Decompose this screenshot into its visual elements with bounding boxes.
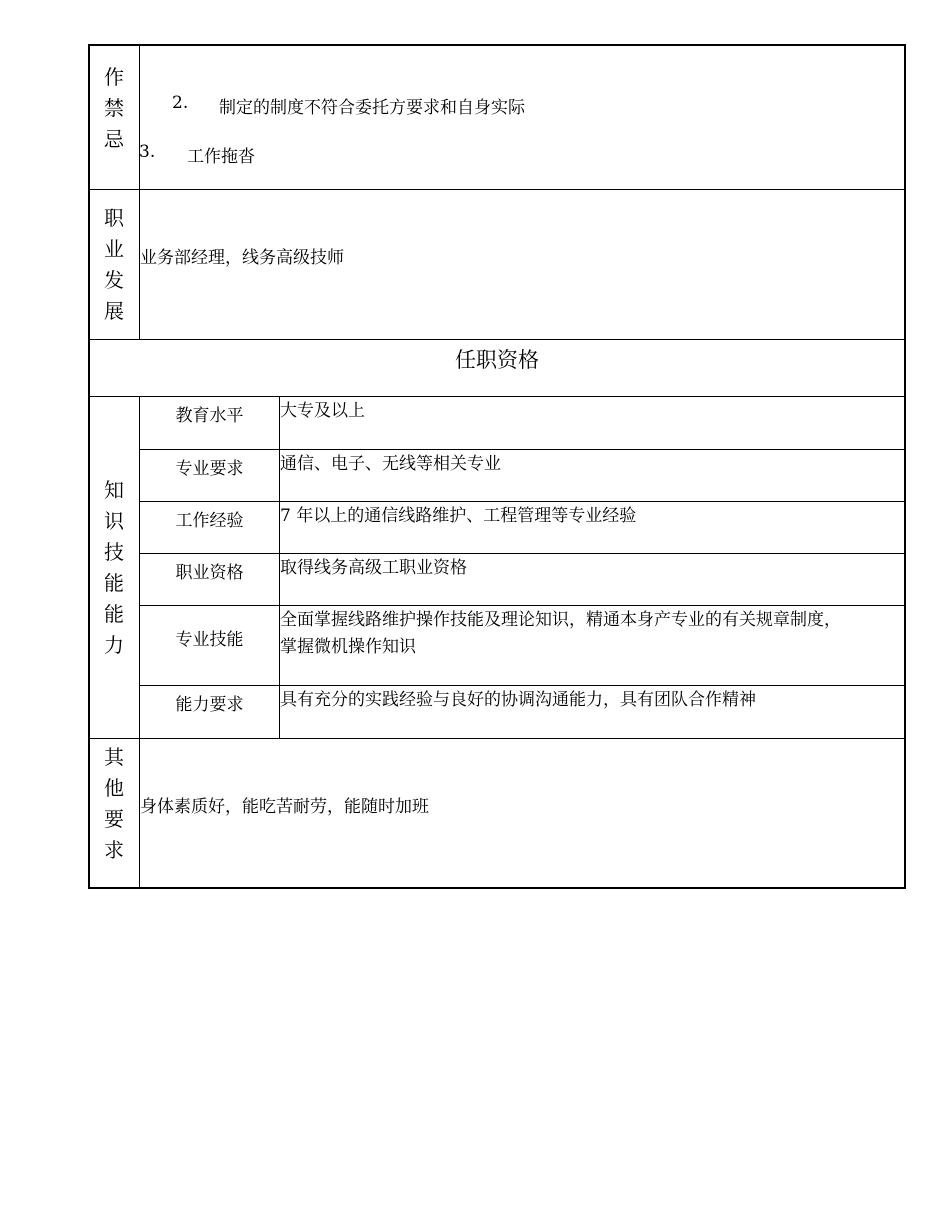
sub-row-divider: [139, 449, 906, 450]
skills-value-line-1: 全面掌握线路维护操作技能及理论知识，精通本身产专业的有关规章制度，: [280, 610, 841, 630]
label-char: 知: [104, 477, 124, 502]
label-char: 展: [104, 299, 124, 323]
taboos-label: [88, 58, 140, 158]
ability-value: 具有充分的实践经验与良好的协调沟通能力，具有团队合作精神: [280, 690, 756, 710]
label-char: 求: [104, 838, 124, 862]
label-char: 能: [104, 570, 124, 595]
row-divider: [88, 738, 906, 739]
experience-label: 工作经验: [175, 511, 244, 531]
sub-row-divider: [139, 501, 906, 502]
sub-row-divider: [139, 685, 906, 686]
label-char: 业: [104, 237, 124, 261]
label-char: 发: [104, 268, 124, 292]
major-value: 通信、电子、无线等相关专业: [280, 454, 501, 474]
sub-row-divider: [139, 605, 906, 606]
label-char: 要: [104, 807, 124, 831]
knowledge-label: [88, 397, 140, 738]
label-char: 识: [104, 508, 124, 533]
other-requirements-label: [88, 739, 140, 869]
skills-value-line-2: 掌握微机操作知识: [280, 637, 416, 657]
other-requirements-text: 身体素质好，能吃苦耐劳，能随时加班: [140, 797, 429, 817]
taboo-item-text: 工作拖沓: [187, 147, 255, 167]
certification-value: 取得线务高级工职业资格: [280, 558, 467, 578]
career-label: [88, 190, 140, 340]
label-char: 他: [104, 776, 124, 800]
career-text: 业务部经理，线务高级技师: [140, 248, 344, 268]
label-char: 忌: [104, 126, 124, 151]
label-char: 职: [104, 206, 124, 230]
row-divider: [88, 396, 906, 397]
experience-value: 7 年以上的通信线路维护、工程管理等专业经验: [280, 506, 637, 526]
certification-label: 职业资格: [175, 563, 244, 583]
label-char: 禁: [104, 95, 124, 120]
taboo-item-number: 3.: [139, 142, 156, 162]
label-char: 能: [104, 601, 124, 626]
taboo-item-number: 2.: [172, 93, 189, 113]
education-label: 教育水平: [175, 406, 244, 426]
taboo-item-text: 制定的制度不符合委托方要求和自身实际: [219, 98, 525, 118]
label-char: 技: [104, 539, 124, 564]
label-char: 力: [104, 632, 124, 657]
education-value: 大专及以上: [280, 401, 365, 421]
row-divider: [88, 339, 906, 340]
label-char: 作: [104, 64, 124, 89]
label-char: 其: [104, 745, 124, 769]
row-divider: [88, 189, 906, 190]
skills-label: 专业技能: [175, 630, 244, 650]
qualifications-title: 任职资格: [455, 348, 539, 372]
sub-row-divider: [139, 553, 906, 554]
major-label: 专业要求: [175, 459, 244, 479]
ability-label: 能力要求: [175, 695, 244, 715]
